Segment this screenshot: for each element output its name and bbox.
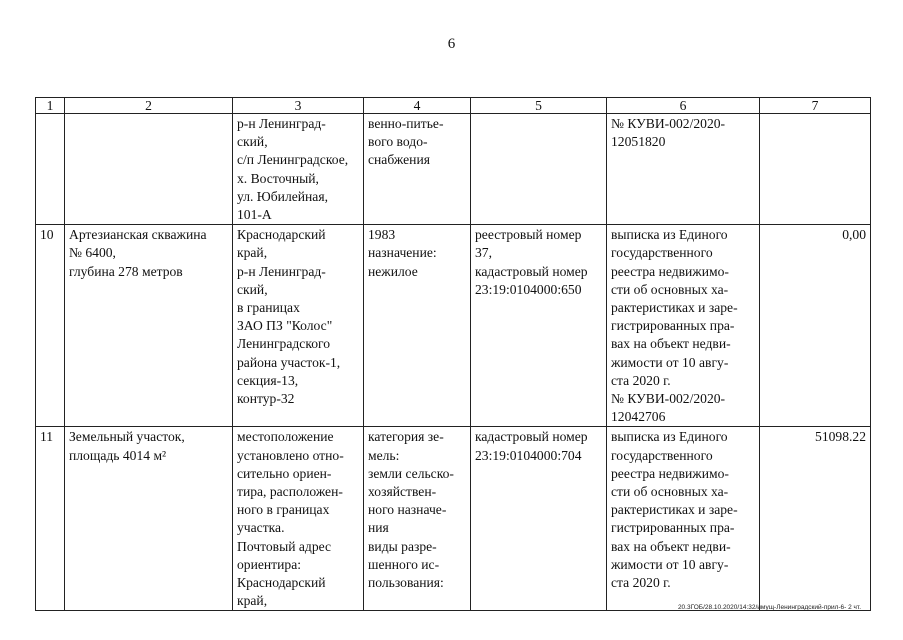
col-header-2: 2	[65, 98, 233, 114]
cell-document: № КУВИ-002/2020- 12051820	[607, 114, 760, 225]
cell-value: 0,00	[760, 225, 871, 427]
table-row-11	[36, 427, 871, 611]
cell-name: Земельный участок, площадь 4014 м²	[65, 427, 233, 611]
cell-registry: кадастровый номер 23:19:0104000:704	[471, 427, 607, 611]
cell-address: местоположение установлено отно- сительно ориен- тира, расположен- ного в границах участка. Почтовый адрес ориентира: Краснодарский край,	[233, 427, 364, 611]
col-header-1: 1	[36, 98, 65, 114]
cell-name	[65, 114, 233, 225]
cell-address: Краснодарский край, р-н Ленинград- ский, в границах ЗАО ПЗ "Колос" Ленинградского района участок-1, секция-13, контур-32	[233, 225, 364, 427]
cell-registry	[471, 114, 607, 225]
cell-purpose: категория зе- мель: земли сельско- хозяйствен- ного назначе- ния виды разре- шенного ис- пользования:	[364, 427, 471, 611]
cell-number: 11	[36, 427, 65, 611]
table-row-continued	[36, 114, 871, 225]
col-header-7: 7	[760, 98, 871, 114]
cell-registry: реестровый номер 37, кадастровый номер 23:19:0104000:650	[471, 225, 607, 427]
cell-purpose: 1983 назначение: нежилое	[364, 225, 471, 427]
cell-number: 10	[36, 225, 65, 427]
cell-purpose: венно-питье- вого водо- снабжения	[364, 114, 471, 225]
col-header-4: 4	[364, 98, 471, 114]
col-header-6: 6	[607, 98, 760, 114]
cell-value: 51098.22	[760, 427, 871, 611]
col-header-3: 3	[233, 98, 364, 114]
cell-number	[36, 114, 65, 225]
document-footer: 20.3ГОБ/28.10.2020/14:32/имущ-Ленинградский-прил-6- 2 чт.	[677, 604, 861, 611]
header-row	[36, 98, 871, 114]
property-table	[35, 97, 871, 611]
cell-document: выписка из Единого государственного реестра недвижимо- сти об основных ха- рактеристиках и заре- гистрированных пра- вах на объект недви- жимости от 10 авгу- ста 2020 г.	[607, 427, 760, 611]
page-number: 6	[447, 36, 456, 52]
cell-document: выписка из Единого государственного реестра недвижимо- сти об основных ха- рактеристиках и заре- гистрированных пра- вах на объект недви- жимости от 10 авгу- ста 2020 г. № КУВИ-002/2020- 12042706	[607, 225, 760, 427]
cell-value	[760, 114, 871, 225]
table-row-10	[36, 225, 871, 427]
col-header-5: 5	[471, 98, 607, 114]
cell-name: Артезианская скважина № 6400, глубина 278 метров	[65, 225, 233, 427]
cell-address: р-н Ленинград- ский, с/п Ленинградское, х. Восточный, ул. Юбилейная, 101-А	[233, 114, 364, 225]
